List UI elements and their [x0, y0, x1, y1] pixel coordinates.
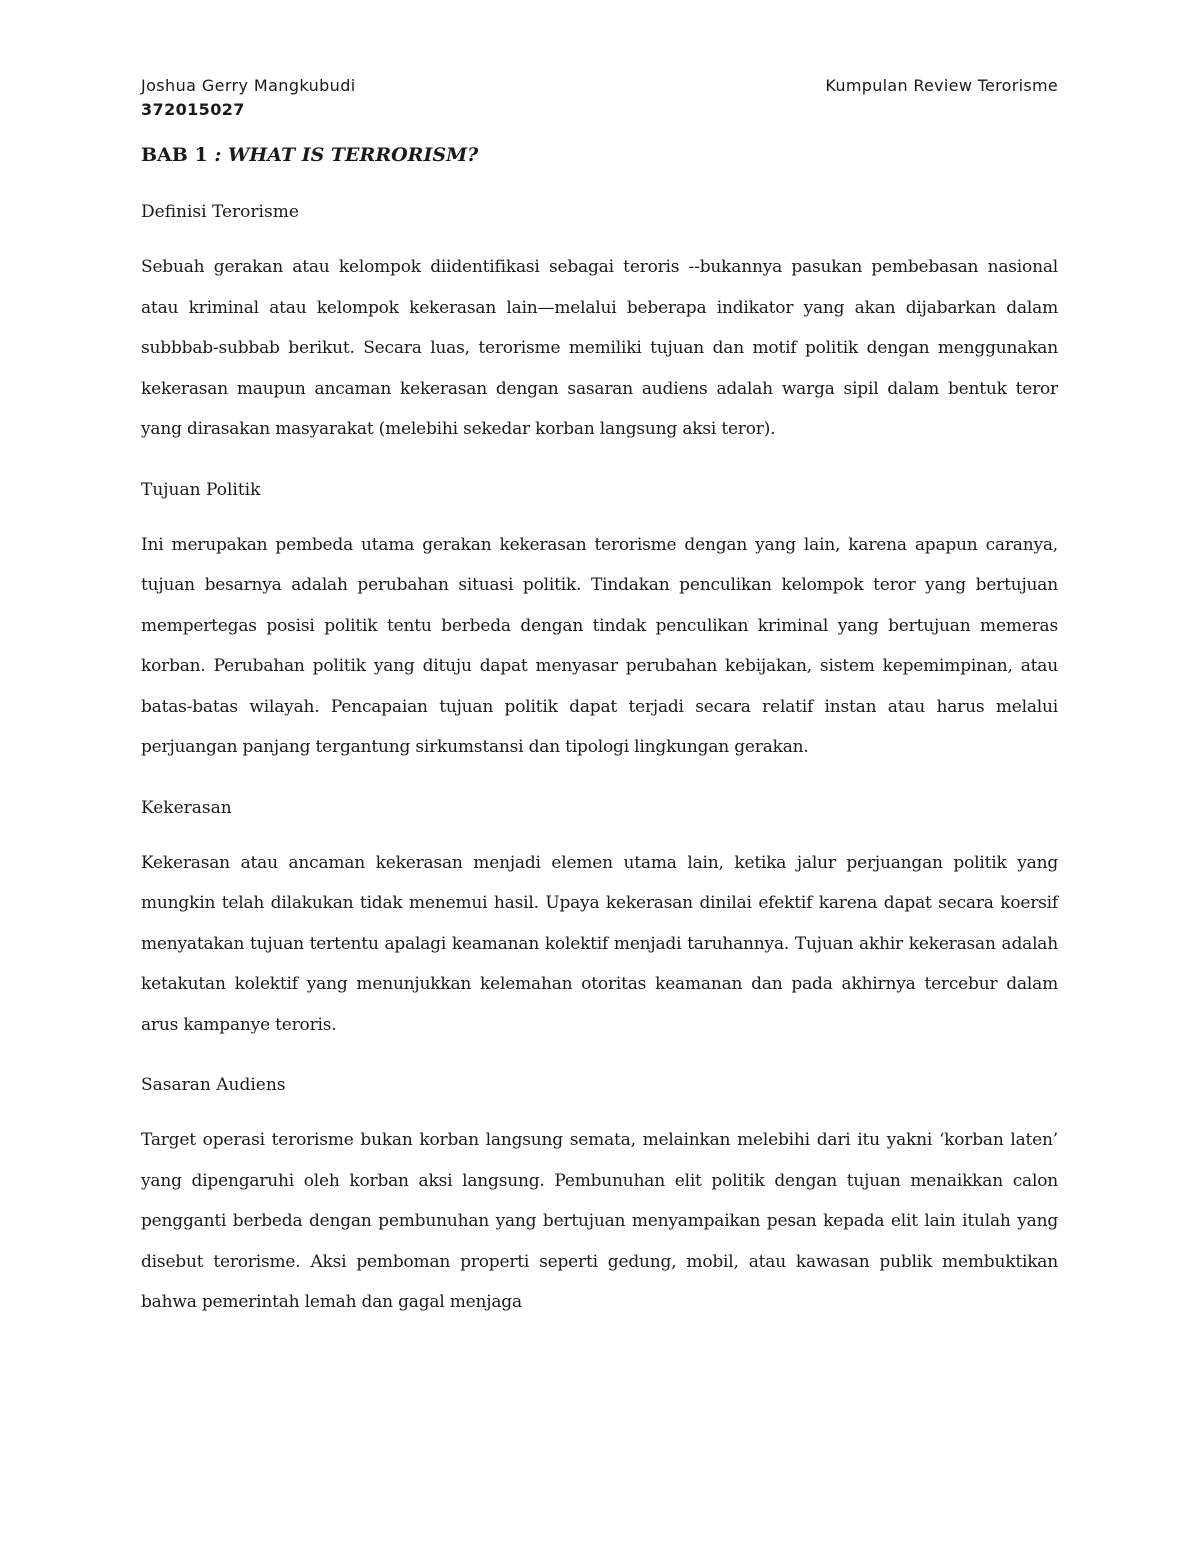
author-name: Joshua Gerry Mangkubudi [141, 76, 356, 95]
document-body [141, 140, 1058, 1348]
section-tujuan-politik [141, 475, 1058, 768]
page-header-left [141, 74, 356, 122]
student-id: 372015027 [141, 100, 245, 119]
chapter-separator: : [207, 144, 228, 166]
document-title: Kumpulan Review Terorisme [825, 76, 1058, 95]
chapter-title [141, 140, 1058, 170]
section-definisi [141, 197, 1058, 450]
section-paragraph: Ini merupakan pembeda utama gerakan kekerasan terorisme dengan yang lain, karena apapun caranya, tujuan besarnya adalah perubahan situasi politik. Tindakan penculikan kelompok teror yang bertujuan mempertegas posisi politik tentu berbeda dengan tindak penculikan kriminal yang bertujuan memeras korban. Perubahan politik yang dituju dapat menyasar perubahan kebijakan, sistem kepemimpinan, atau batas-batas wilayah. Pencapaian tujuan politik dapat terjadi secara relatif instan atau harus melalui perjuangan panjang tergantung sirkumstansi dan tipologi lingkungan gerakan. [141, 534, 1058, 757]
section-kekerasan [141, 793, 1058, 1046]
section-paragraph: Kekerasan atau ancaman kekerasan menjadi elemen utama lain, ketika jalur perjuangan politik yang mungkin telah dilakukan tidak menemui hasil. Upaya kekerasan dinilai efektif karena dapat secara koersif menyatakan tujuan tertentu apalagi keamanan kolektif menjadi taruhannya. Tujuan akhir kekerasan adalah ketakutan kolektif yang menunjukkan kelemahan otoritas keamanan dan pada akhirnya tercebur dalam arus kampanye teroris. [141, 852, 1058, 1035]
section-heading: Definisi Terorisme [141, 202, 299, 222]
section-sasaran-audiens [141, 1070, 1058, 1323]
section-heading: Sasaran Audiens [141, 1075, 286, 1095]
section-paragraph: Sebuah gerakan atau kelompok diidentifikasi sebagai teroris --bukannya pasukan pembebasan nasional atau kriminal atau kelompok kekerasan lain—melalui beberapa indikator yang akan dijabarkan dalam subbbab-subbab berikut. Secara luas, terorisme memiliki tujuan dan motif politik dengan menggunakan kekerasan maupun ancaman kekerasan dengan sasaran audiens adalah warga sipil dalam bentuk teror yang dirasakan masyarakat (melebihi sekedar korban langsung aksi teror). [141, 257, 1058, 439]
section-heading: Tujuan Politik [141, 479, 261, 500]
chapter-label: BAB 1 [141, 144, 208, 166]
section-heading: Kekerasan [141, 797, 232, 818]
section-paragraph: Target operasi terorisme bukan korban langsung semata, melainkan melebihi dari itu yakni ‘korban laten’ yang dipengaruhi oleh korban aksi langsung. Pembunuhan elit politik dengan tujuan menaikkan calon pengganti berbeda dengan pembunuhan yang bertujuan menyampaikan pesan kepada elit lain itulah yang disebut terorisme. Aksi pemboman properti seperti gedung, mobil, atau kawasan publik membuktikan bahwa pemerintah lemah dan gagal menjaga [141, 1130, 1058, 1312]
chapter-subtitle: WHAT IS TERRORISM? [227, 144, 479, 166]
